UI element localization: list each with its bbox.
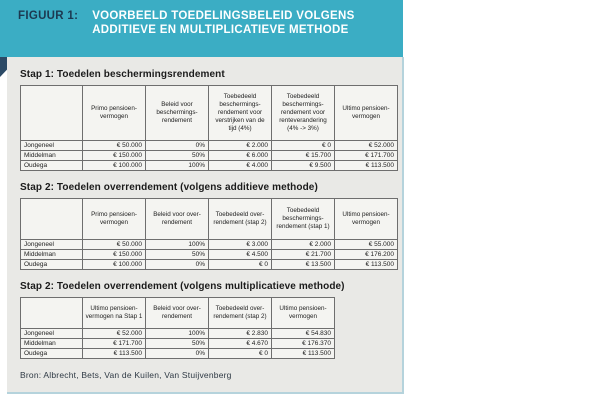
row-label: Middelman	[21, 151, 83, 161]
figure-title	[92, 10, 354, 37]
stap2-multiplicatieve-methode-table	[20, 297, 335, 359]
table-row	[21, 250, 398, 260]
row-label: Jongeneel	[21, 329, 83, 339]
cell-value: € 176.200	[335, 250, 398, 260]
figure-number-label: FIGUUR 1:	[18, 10, 79, 22]
cell-value: € 150.000	[83, 250, 146, 260]
table-row	[21, 260, 398, 270]
row-label: Middelman	[21, 339, 83, 349]
column-header: Ultimo pensioen-vermogen	[335, 86, 398, 141]
cell-value: 0%	[146, 141, 209, 151]
column-header: Beleid voor beschermings-rendement	[146, 86, 209, 141]
cell-value: 0%	[146, 349, 209, 359]
cell-value: € 113.500	[272, 349, 335, 359]
table-row	[21, 329, 335, 339]
section-title-stap1: Stap 1: Toedelen beschermingsrendement	[20, 69, 225, 80]
table-row	[21, 339, 335, 349]
cell-value: € 6.000	[209, 151, 272, 161]
table-row	[21, 349, 335, 359]
cell-value: € 21.700	[272, 250, 335, 260]
column-header	[21, 86, 83, 141]
column-header: Toebedeeld beschermings-rendement voor verstrijken van de tijd (4%)	[209, 86, 272, 141]
cell-value: € 52.000	[83, 329, 146, 339]
column-header: Primo pensioen-vermogen	[83, 86, 146, 141]
column-header	[21, 199, 83, 240]
section-stap2-additief	[20, 182, 402, 270]
table-header-row	[21, 199, 398, 240]
row-label: Oudega	[21, 349, 83, 359]
cell-value: € 100.000	[83, 260, 146, 270]
cell-value: € 54.830	[272, 329, 335, 339]
cell-value: € 0	[209, 260, 272, 270]
cell-value: € 0	[272, 141, 335, 151]
column-header: Toebedeeld beschermings-rendement (stap 1)	[272, 199, 335, 240]
row-label: Oudega	[21, 161, 83, 171]
figure-body-panel	[7, 57, 404, 394]
column-header: Toebedeeld over-rendement (stap 2)	[209, 199, 272, 240]
cell-value: € 50.000	[83, 141, 146, 151]
cell-value: € 171.700	[335, 151, 398, 161]
cell-value: 100%	[146, 329, 209, 339]
cell-value: € 113.500	[83, 349, 146, 359]
section-stap2-multiplicatief	[20, 281, 402, 359]
row-label: Middelman	[21, 250, 83, 260]
column-header: Ultimo pensioen-vermogen	[272, 298, 335, 329]
column-header	[21, 298, 83, 329]
cell-value: € 52.000	[335, 141, 398, 151]
section-stap1	[20, 69, 402, 171]
cell-value: € 113.500	[335, 260, 398, 270]
table-header-row	[21, 298, 335, 329]
cell-value: € 13.500	[272, 260, 335, 270]
column-header: Beleid voor over-rendement	[146, 199, 209, 240]
cell-value: € 150.000	[83, 151, 146, 161]
cell-value: 50%	[146, 151, 209, 161]
column-header: Ultimo pensioen-vermogen	[335, 199, 398, 240]
section-title-stap2-additief: Stap 2: Toedelen overrendement (volgens additieve methode)	[20, 182, 318, 193]
table-row	[21, 161, 398, 171]
table-header-row	[21, 86, 398, 141]
stap2-additieve-methode-table	[20, 198, 398, 270]
cell-value: 50%	[146, 339, 209, 349]
cell-value: 100%	[146, 240, 209, 250]
cell-value: € 4.670	[209, 339, 272, 349]
cell-value: € 3.000	[209, 240, 272, 250]
cell-value: € 15.700	[272, 151, 335, 161]
column-header: Beleid voor over-rendement	[146, 298, 209, 329]
cell-value: € 176.370	[272, 339, 335, 349]
cell-value: € 9.500	[272, 161, 335, 171]
cell-value: € 4.000	[209, 161, 272, 171]
column-header: Toebedeeld beschermings-rendement voor renteverandering (4% -> 3%)	[272, 86, 335, 141]
column-header: Toebedeeld over-rendement (stap 2)	[209, 298, 272, 329]
row-label: Jongeneel	[21, 240, 83, 250]
row-label: Oudega	[21, 260, 83, 270]
cell-value: 50%	[146, 250, 209, 260]
table-row	[21, 141, 398, 151]
cell-value: € 171.700	[83, 339, 146, 349]
stap1-beschermingsrendement-table	[20, 85, 398, 171]
cell-value: € 55.000	[335, 240, 398, 250]
cell-value: € 2.000	[272, 240, 335, 250]
cell-value: € 113.500	[335, 161, 398, 171]
figure-header-banner	[0, 0, 403, 57]
cell-value: € 100.000	[83, 161, 146, 171]
cell-value: € 50.000	[83, 240, 146, 250]
table-row	[21, 240, 398, 250]
cell-value: € 2.830	[209, 329, 272, 339]
source-attribution: Bron: Albrecht, Bets, Van de Kuilen, Van Stuijvenberg	[20, 370, 232, 380]
cell-value: 0%	[146, 260, 209, 270]
column-header: Ultimo pensioen-vermogen na Stap 1	[83, 298, 146, 329]
table-row	[21, 151, 398, 161]
cell-value: € 2.000	[209, 141, 272, 151]
cell-value: € 4.500	[209, 250, 272, 260]
cell-value: 100%	[146, 161, 209, 171]
column-header: Primo pensioen-vermogen	[83, 199, 146, 240]
figure-title-line1: VOORBEELD TOEDELINGSBELEID VOLGENS	[92, 10, 355, 22]
cell-value: € 0	[209, 349, 272, 359]
row-label: Jongeneel	[21, 141, 83, 151]
section-title-stap2-multiplicatief: Stap 2: Toedelen overrendement (volgens multiplicatieve methode)	[20, 281, 345, 292]
figure-title-line2: ADDITIEVE EN MULTIPLICATIEVE METHODE	[92, 23, 349, 36]
